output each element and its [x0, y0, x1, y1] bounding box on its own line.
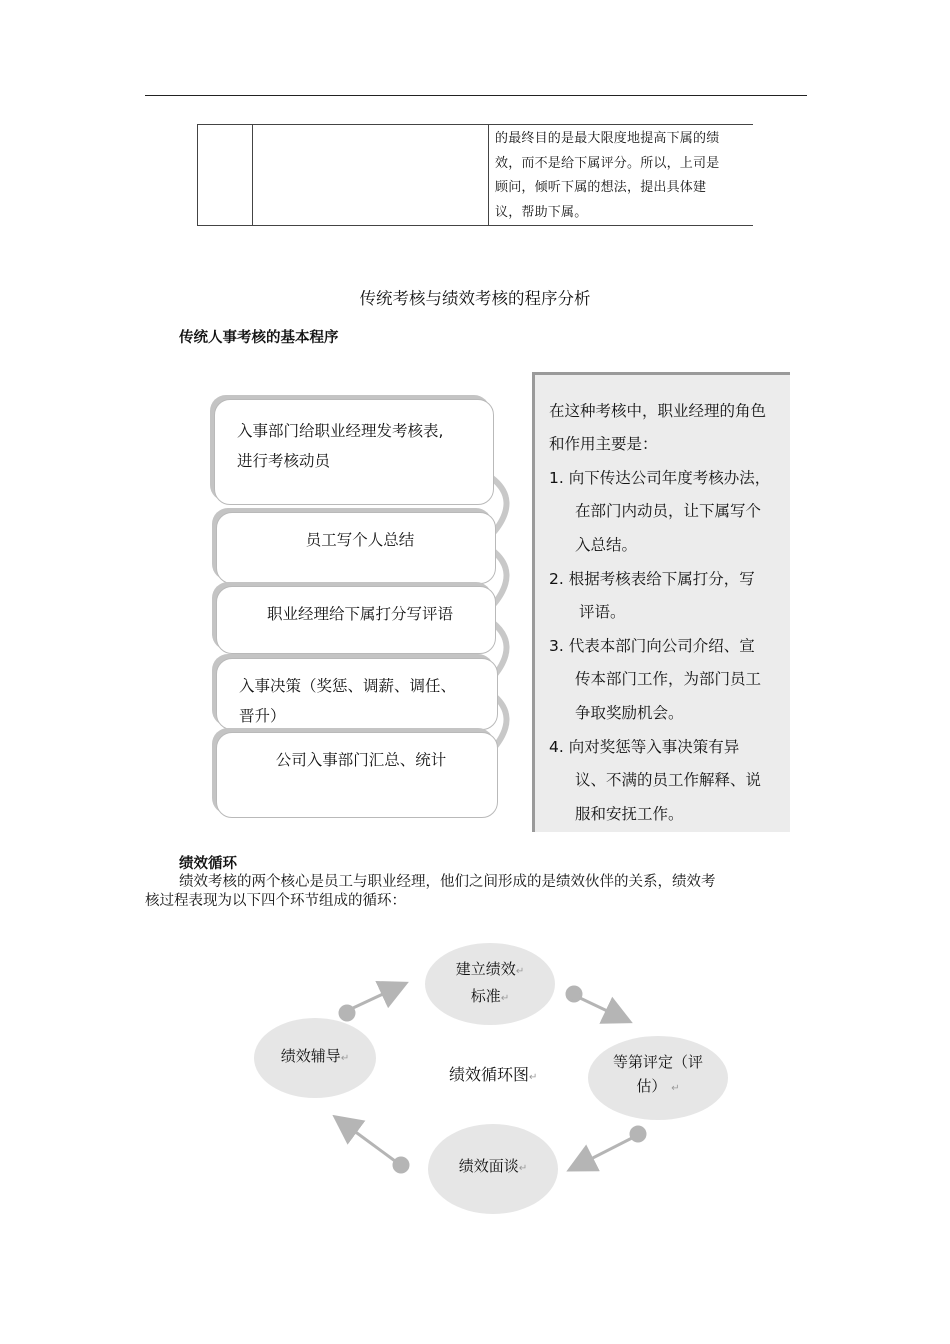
role-line: 议、不满的员工作解释、说	[575, 771, 762, 789]
cycle-center-text: 绩效循环图	[449, 1065, 530, 1084]
header-rule	[145, 95, 807, 96]
return-mark: ↵	[529, 1072, 538, 1083]
node-label: 绩效辅导	[280, 1047, 341, 1065]
cycle-node-rating	[588, 1036, 728, 1120]
table-cell-text	[495, 127, 749, 225]
return-mark: ↵	[671, 1083, 680, 1094]
role-line: 和作用主要是：	[549, 435, 658, 453]
table-divider-2	[488, 125, 489, 225]
cycle-node-coaching	[254, 1018, 376, 1098]
return-mark: ↵	[515, 966, 525, 977]
table-border-left	[197, 125, 198, 225]
role-line: 4. 向对奖惩等入事决策有异	[549, 738, 740, 756]
table-fragment	[197, 124, 753, 226]
return-mark: ↵	[500, 993, 510, 1004]
return-mark: ↵	[340, 1053, 350, 1064]
role-description-box	[532, 372, 790, 832]
cycle-node-interview	[428, 1124, 558, 1214]
table-line: 的最终目的是最大限度地提高下属的绩	[495, 131, 720, 146]
arrow-dot	[567, 987, 581, 1001]
flow-step-label: 员工写个人总结	[305, 531, 415, 549]
role-line: 入总结。	[575, 536, 638, 554]
flow-step-2	[216, 512, 496, 584]
node-label: 等第评定（评	[612, 1053, 703, 1071]
flow-step-label: 职业经理给下属打分写评语	[266, 605, 453, 623]
section-title: 传统考核与绩效考核的程序分析	[359, 289, 591, 308]
node-label: 绩效面谈	[458, 1157, 519, 1175]
node-label: 标准	[470, 987, 501, 1005]
table-divider-1	[252, 125, 253, 225]
arrow-dot	[394, 1158, 408, 1172]
paragraph-line-2: 核过程表现为以下四个环节组成的循环：	[145, 893, 406, 909]
flow-step-5	[216, 732, 498, 818]
subsection-title-cycle: 绩效循环	[179, 856, 237, 872]
flow-step-1	[214, 399, 494, 505]
role-line: 服和安抚工作。	[575, 805, 684, 823]
paragraph-line-1: 绩效考核的两个核心是员工与职业经理，他们之间形成的是绩效伙伴的关系，绩效考	[179, 874, 716, 890]
flow-step-label: 入事决策（奖惩、调薪、调任、 晋升）	[239, 677, 457, 725]
role-line: 3. 代表本部门向公司介绍、宣	[549, 637, 755, 655]
role-line: 在部门内动员，让下属写个	[575, 502, 762, 520]
node-label: 估）	[636, 1077, 667, 1095]
arrow-dot	[340, 1006, 354, 1020]
subsection-title-traditional: 传统人事考核的基本程序	[179, 330, 339, 346]
role-line: 评语。	[579, 603, 626, 621]
role-line: 在这种考核中，职业经理的角色	[549, 402, 767, 420]
table-line: 顾问，倾听下属的想法，提出具体建	[495, 180, 707, 195]
node-label: 建立绩效	[455, 960, 516, 978]
return-mark: ↵	[518, 1163, 528, 1174]
role-line: 1. 向下传达公司年度考核办法，	[549, 469, 771, 487]
arrow-dot	[631, 1127, 645, 1141]
role-line: 传本部门工作，为部门员工	[575, 670, 762, 688]
table-line: 效，而不是给下属评分。所以，上司是	[495, 155, 720, 171]
flow-step-4	[216, 658, 498, 730]
role-line: 2. 根据考核表给下属打分，写	[549, 570, 755, 588]
flow-step-label: 公司入事部门汇总、统计	[275, 751, 447, 769]
role-line: 争取奖励机会。	[575, 704, 684, 722]
flow-step-label: 入事部门给职业经理发考核表, 进行考核动员	[237, 422, 444, 470]
cycle-node-set-standards	[425, 943, 555, 1025]
table-line: 议，帮助下属。	[495, 204, 588, 220]
flow-step-3	[216, 586, 496, 654]
cycle-center-label	[449, 1062, 537, 1085]
